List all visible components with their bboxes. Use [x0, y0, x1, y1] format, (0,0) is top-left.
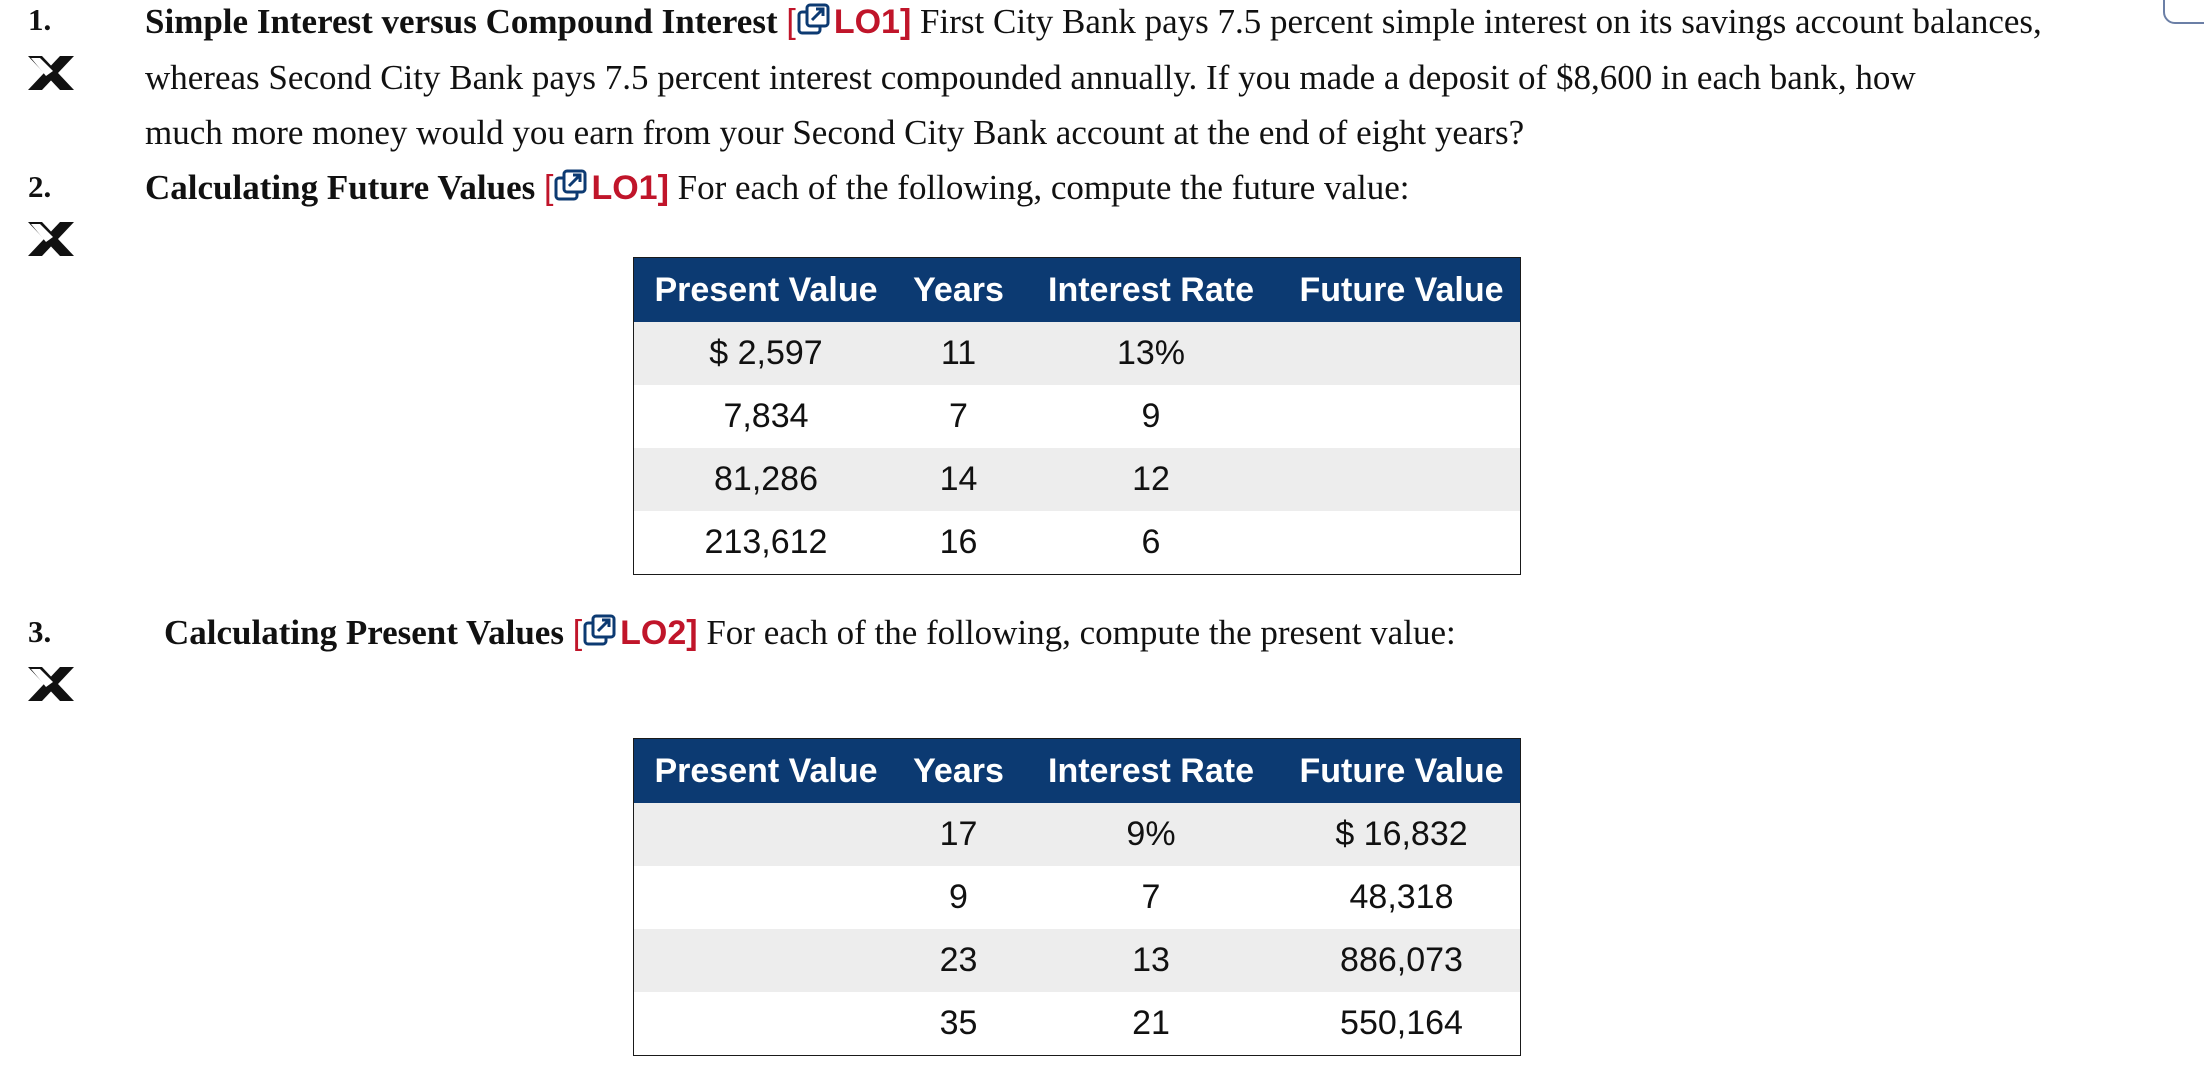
table-row [634, 992, 1521, 1056]
column-header: Years [898, 739, 1019, 804]
table-cell: 886,073 [1283, 929, 1521, 992]
table-cell [634, 803, 899, 866]
table-cell: $ 2,597 [634, 322, 899, 385]
table-cell: 13% [1019, 322, 1283, 385]
table-cell: 7 [1019, 866, 1283, 929]
table-cell: 213,612 [634, 511, 899, 575]
external-link-icon [583, 614, 617, 648]
future-value-table [633, 257, 1521, 575]
connect-x-icon [26, 52, 76, 94]
lo-link[interactable]: [ LO1] [786, 3, 912, 41]
column-header: Present Value [634, 739, 899, 804]
problem-body: First City Bank pays 7.5 percent simple interest on its savings account balances, [920, 2, 2042, 41]
table-cell [634, 866, 899, 929]
table-cell: 14 [898, 448, 1019, 511]
problem-body: For each of the following, compute the present value: [706, 613, 1456, 652]
problem-title: Calculating Present Values [164, 613, 564, 652]
connect-x-icon [26, 663, 76, 705]
table-cell [1283, 448, 1521, 511]
table-header-row [634, 258, 1521, 323]
table-row [634, 511, 1521, 575]
table-cell: 81,286 [634, 448, 899, 511]
table-cell: 7,834 [634, 385, 899, 448]
table-row [634, 929, 1521, 992]
column-header: Years [898, 258, 1019, 323]
problem-body: For each of the following, compute the future value: [677, 168, 1410, 207]
table-cell: 550,164 [1283, 992, 1521, 1056]
table-cell: 9 [898, 866, 1019, 929]
table-cell: 9% [1019, 803, 1283, 866]
table-header-row [634, 739, 1521, 804]
table-cell [634, 992, 899, 1056]
table-row [634, 866, 1521, 929]
table-cell: 12 [1019, 448, 1283, 511]
table-row [634, 385, 1521, 448]
problem-title: Calculating Future Values [145, 168, 536, 207]
connect-x-icon [26, 218, 76, 260]
table-cell: 6 [1019, 511, 1283, 575]
problem-number: 2. [28, 169, 52, 204]
external-link-icon [554, 169, 588, 203]
table-cell [634, 929, 899, 992]
table-cell: 7 [898, 385, 1019, 448]
column-header: Interest Rate [1019, 258, 1283, 323]
column-header: Future Value [1283, 258, 1521, 323]
problem-title: Simple Interest versus Compound Interest [145, 2, 778, 41]
lo-link[interactable]: [ LO1] [544, 169, 669, 207]
problem-number: 1. [28, 2, 52, 37]
table-cell: 11 [898, 322, 1019, 385]
table-cell: 21 [1019, 992, 1283, 1056]
problem-body: whereas Second City Bank pays 7.5 percent interest compounded annually. If you made a deposit of $8,600 in each bank, how [145, 58, 1916, 97]
table-cell: $ 16,832 [1283, 803, 1521, 866]
table-cell [1283, 322, 1521, 385]
lo-link[interactable]: [ LO2] [572, 614, 698, 652]
table-cell [1283, 385, 1521, 448]
table-row [634, 322, 1521, 385]
problem-3-text [164, 605, 2194, 661]
problem-body: much more money would you earn from your Second City Bank account at the end of eight years? [145, 113, 1525, 152]
column-header: Interest Rate [1019, 739, 1283, 804]
problem-number: 3. [28, 614, 52, 649]
present-value-table [633, 738, 1521, 1056]
external-link-icon [797, 3, 831, 37]
table-cell [1283, 511, 1521, 575]
table-cell: 17 [898, 803, 1019, 866]
table-cell: 35 [898, 992, 1019, 1056]
table-row [634, 448, 1521, 511]
table-cell: 9 [1019, 385, 1283, 448]
table-cell: 48,318 [1283, 866, 1521, 929]
table-row [634, 803, 1521, 866]
column-header: Future Value [1283, 739, 1521, 804]
table-cell: 16 [898, 511, 1019, 575]
problem-2-text [145, 160, 2195, 216]
problem-1-text [145, 0, 2195, 160]
column-header: Present Value [634, 258, 899, 323]
table-cell: 13 [1019, 929, 1283, 992]
table-cell: 23 [898, 929, 1019, 992]
